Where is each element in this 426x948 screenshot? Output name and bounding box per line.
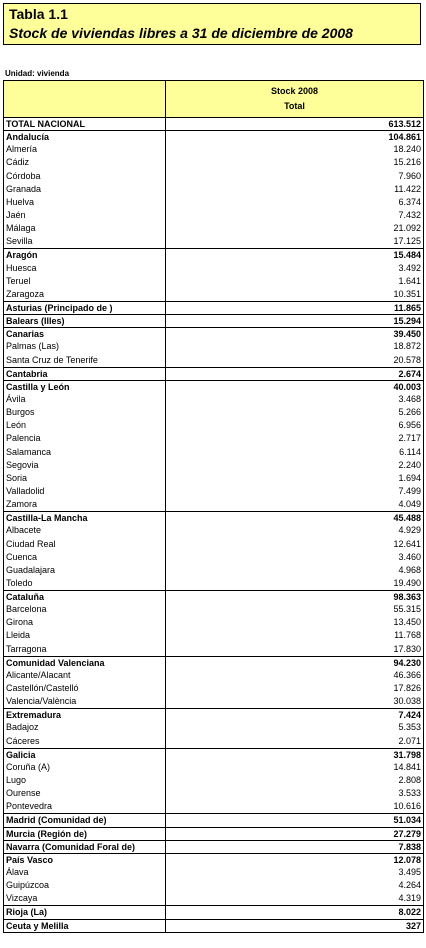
- table-row-province: [4, 892, 423, 905]
- row-value: 31.798: [393, 749, 421, 760]
- row-name: Álava: [6, 867, 29, 878]
- row-value: 5.353: [398, 722, 421, 733]
- row-value: 1.641: [398, 275, 421, 286]
- header-stock-label: Stock 2008: [270, 86, 319, 96]
- row-value: 7.499: [398, 485, 421, 496]
- row-value: 4.049: [398, 499, 421, 510]
- title-box: [3, 3, 421, 45]
- column-separator: [165, 315, 166, 327]
- table-row-region: [4, 813, 423, 826]
- row-value: 46.366: [393, 669, 421, 680]
- row-value: 4.264: [398, 880, 421, 891]
- row-value: 2.071: [398, 735, 421, 746]
- unit-label: Unidad: vivienda: [5, 69, 70, 78]
- column-separator: [165, 657, 166, 669]
- table-row-region: [4, 314, 423, 327]
- column-separator: [165, 761, 166, 774]
- row-name: Andalucía: [6, 132, 50, 143]
- column-separator: [165, 249, 166, 261]
- table-row-region: [4, 117, 423, 130]
- row-value: 6.374: [398, 196, 421, 207]
- row-value: 7.838: [398, 841, 421, 852]
- table-row-region: [4, 748, 423, 761]
- row-value: 14.841: [393, 761, 421, 772]
- column-separator: [165, 892, 166, 905]
- row-value: 2.240: [398, 459, 421, 470]
- table-row-region: [4, 590, 423, 603]
- row-value: 30.038: [393, 696, 421, 707]
- column-separator: [165, 854, 166, 866]
- row-value: 15.484: [393, 250, 421, 261]
- table-row-region: [4, 840, 423, 853]
- row-name: Castellón/Castelló: [6, 683, 79, 694]
- column-separator: [165, 222, 166, 235]
- row-name: Castilla y León: [6, 381, 70, 392]
- column-separator: [165, 616, 166, 629]
- row-value: 5.266: [398, 407, 421, 418]
- row-name: Barcelona: [6, 604, 47, 615]
- column-separator: [165, 866, 166, 879]
- row-name: Comunidad Valenciana: [6, 657, 105, 668]
- row-name: Cádiz: [6, 157, 30, 168]
- row-value: 12.641: [393, 538, 421, 549]
- row-name: Málaga: [6, 223, 36, 234]
- column-separator: [165, 381, 166, 393]
- column-separator: [165, 800, 166, 813]
- table-row-province: [4, 682, 423, 695]
- column-separator: [165, 354, 166, 367]
- row-name: Castilla-La Mancha: [6, 513, 88, 524]
- column-separator: [165, 118, 166, 130]
- table-row-province: [4, 669, 423, 682]
- table-row-province: [4, 222, 423, 235]
- row-name: Zaragoza: [6, 288, 45, 299]
- row-name: Huelva: [6, 196, 35, 207]
- row-name: País Vasco: [6, 854, 54, 865]
- row-name: Canarias: [6, 329, 45, 340]
- row-value: 39.450: [393, 329, 421, 340]
- row-name: Cataluña: [6, 592, 45, 603]
- row-name: Burgos: [6, 407, 35, 418]
- row-name: Guipúzcoa: [6, 880, 50, 891]
- table-row-province: [4, 564, 423, 577]
- column-separator: [165, 302, 166, 314]
- table-row-region: [4, 380, 423, 393]
- row-name: Cáceres: [6, 735, 40, 746]
- table-row-province: [4, 761, 423, 774]
- row-name: Navarra (Comunidad Foral de): [6, 841, 136, 852]
- row-name: Guadalajara: [6, 564, 56, 575]
- row-name: Santa Cruz de Tenerife: [6, 354, 98, 365]
- table-row-province: [4, 419, 423, 432]
- column-separator: [165, 368, 166, 380]
- row-value: 7.432: [398, 209, 421, 220]
- column-separator: [165, 721, 166, 734]
- table-row-province: [4, 183, 423, 196]
- table-row-province: [4, 170, 423, 183]
- column-separator: [165, 262, 166, 275]
- column-separator: [165, 485, 166, 498]
- row-name: Lugo: [6, 775, 27, 786]
- column-separator: [165, 512, 166, 524]
- row-value: 4.968: [398, 564, 421, 575]
- table-row-province: [4, 498, 423, 511]
- table-row-province: [4, 485, 423, 498]
- table-row-province: [4, 235, 423, 248]
- row-name: Alicante/Alacant: [6, 669, 71, 680]
- column-separator: [165, 920, 166, 932]
- row-value: 1.694: [398, 472, 421, 483]
- table-row-province: [4, 156, 423, 169]
- table-row-province: [4, 695, 423, 708]
- row-name: Lleida: [6, 630, 31, 641]
- column-separator: [165, 841, 166, 853]
- row-value: 11.422: [394, 183, 421, 194]
- row-value: 51.034: [393, 815, 421, 826]
- column-separator: [165, 209, 166, 222]
- row-value: 17.125: [393, 236, 421, 247]
- table-row-province: [4, 577, 423, 590]
- column-separator: [165, 774, 166, 787]
- row-name: Huesca: [6, 262, 37, 273]
- column-separator: [165, 288, 166, 301]
- table-header: [3, 80, 424, 118]
- column-separator: [165, 709, 166, 721]
- table-row-province: [4, 879, 423, 892]
- column-separator: [165, 828, 166, 840]
- column-separator: [165, 183, 166, 196]
- row-value: 3.495: [398, 867, 421, 878]
- row-value: 2.717: [398, 433, 421, 444]
- row-name: Toledo: [6, 577, 33, 588]
- table-row-region: [4, 708, 423, 721]
- row-name: Segovia: [6, 459, 39, 470]
- table-row-region: [4, 248, 423, 261]
- row-name: Balears (Illes): [6, 316, 65, 327]
- row-name: Asturias (Principado de ): [6, 302, 113, 313]
- row-value: 98.363: [393, 592, 421, 603]
- row-value: 15.294: [393, 316, 421, 327]
- table-row-province: [4, 524, 423, 537]
- table-row-province: [4, 446, 423, 459]
- row-value: 3.533: [398, 788, 421, 799]
- row-value: 613.512: [388, 119, 421, 129]
- header-value-cell: [166, 81, 423, 117]
- row-name: Girona: [6, 617, 34, 628]
- column-separator: [165, 814, 166, 826]
- row-value: 2.808: [398, 775, 421, 786]
- column-separator: [165, 419, 166, 432]
- column-separator: [165, 328, 166, 340]
- row-value: 17.830: [393, 643, 421, 654]
- row-name: Albacete: [6, 525, 42, 536]
- row-value: 6.114: [399, 446, 421, 457]
- column-separator: [165, 735, 166, 748]
- column-separator: [165, 695, 166, 708]
- table-row-region: [4, 301, 423, 314]
- column-separator: [165, 787, 166, 800]
- table-row-region: [4, 853, 423, 866]
- row-name: Ávila: [6, 393, 26, 404]
- column-separator: [165, 498, 166, 511]
- row-value: 327: [405, 920, 421, 931]
- table-row-region: [4, 130, 423, 143]
- row-name: Tarragona: [6, 643, 47, 654]
- column-separator: [165, 551, 166, 564]
- row-name: Córdoba: [6, 170, 41, 181]
- row-name: Teruel: [6, 275, 31, 286]
- row-value: 104.861: [388, 132, 421, 143]
- row-value: 3.492: [398, 262, 421, 273]
- table-row-province: [4, 196, 423, 209]
- column-separator: [165, 275, 166, 288]
- row-value: 4.319: [398, 893, 421, 904]
- table-row-province: [4, 143, 423, 156]
- table-row-province: [4, 406, 423, 419]
- row-value: 6.956: [398, 420, 421, 431]
- row-value: 18.240: [393, 144, 421, 155]
- header-name-cell: [4, 81, 166, 117]
- table-row-province: [4, 787, 423, 800]
- column-separator: [165, 196, 166, 209]
- column-separator: [165, 156, 166, 169]
- table-row-region: [4, 919, 423, 932]
- column-separator: [165, 643, 166, 656]
- table-row-province: [4, 721, 423, 734]
- row-value: 10.616: [393, 801, 421, 812]
- column-separator: [165, 340, 166, 353]
- table-row-region: [4, 827, 423, 840]
- column-separator: [165, 432, 166, 445]
- row-value: 3.468: [398, 393, 421, 404]
- row-name: Jaén: [6, 209, 26, 220]
- column-separator: [165, 564, 166, 577]
- table-row-province: [4, 472, 423, 485]
- row-name: Almería: [6, 144, 38, 155]
- table-row-province: [4, 629, 423, 642]
- row-name: Cuenca: [6, 551, 38, 562]
- table-row-province: [4, 262, 423, 275]
- row-name: Soria: [6, 472, 28, 483]
- table-row-region: [4, 367, 423, 380]
- row-value: 20.578: [393, 354, 421, 365]
- table-row-province: [4, 603, 423, 616]
- row-name: Granada: [6, 183, 42, 194]
- table-row-province: [4, 643, 423, 656]
- column-separator: [165, 577, 166, 590]
- row-value: 3.460: [398, 551, 421, 562]
- row-value: 40.003: [393, 381, 421, 392]
- table-row-region: [4, 905, 423, 918]
- column-separator: [165, 879, 166, 892]
- table-row-region: [4, 656, 423, 669]
- table-row-region: [4, 327, 423, 340]
- row-name: Cantabria: [6, 368, 48, 379]
- table-row-province: [4, 538, 423, 551]
- column-separator: [165, 906, 166, 918]
- row-name: Murcia (Región de): [6, 828, 88, 839]
- column-separator: [165, 472, 166, 485]
- column-separator: [165, 629, 166, 642]
- row-value: 19.490: [393, 577, 421, 588]
- table-row-province: [4, 866, 423, 879]
- row-value: 8.022: [398, 907, 421, 918]
- table-row-province: [4, 735, 423, 748]
- table-row-province: [4, 774, 423, 787]
- row-name: Galicia: [6, 749, 36, 760]
- row-value: 18.872: [393, 341, 421, 352]
- row-value: 2.674: [398, 368, 421, 379]
- row-name: Valladolid: [6, 485, 45, 496]
- row-value: 7.960: [398, 170, 421, 181]
- row-name: Ceuta y Melilla: [6, 920, 69, 931]
- column-separator: [165, 603, 166, 616]
- row-value: 13.450: [393, 617, 421, 628]
- row-name: Badajoz: [6, 722, 39, 733]
- column-separator: [165, 170, 166, 183]
- row-value: 4.929: [398, 525, 421, 536]
- table-row-province: [4, 393, 423, 406]
- column-separator: [165, 524, 166, 537]
- row-name: Rioja (La): [6, 907, 48, 918]
- row-value: 11.768: [394, 630, 421, 641]
- column-separator: [165, 393, 166, 406]
- column-separator: [165, 459, 166, 472]
- row-value: 55.315: [393, 604, 421, 615]
- table-row-province: [4, 616, 423, 629]
- column-separator: [165, 406, 166, 419]
- row-value: 15.216: [393, 157, 421, 168]
- table-row-province: [4, 275, 423, 288]
- column-separator: [165, 235, 166, 248]
- table-row-province: [4, 340, 423, 353]
- column-separator: [165, 669, 166, 682]
- row-value: 45.488: [393, 513, 421, 524]
- table-row-region: [4, 511, 423, 524]
- header-total-label: Total: [284, 101, 305, 111]
- column-separator: [165, 143, 166, 156]
- row-value: 12.078: [393, 854, 421, 865]
- table-row-province: [4, 459, 423, 472]
- table-body: [3, 117, 424, 933]
- row-name: Coruña (A): [6, 761, 51, 772]
- row-name: Ourense: [6, 788, 41, 799]
- row-name: Valencia/València: [6, 696, 77, 707]
- row-name: Zamora: [6, 499, 38, 510]
- row-name: Vizcaya: [6, 893, 38, 904]
- row-name: Pontevedra: [6, 801, 53, 812]
- row-name: Ciudad Real: [6, 538, 56, 549]
- row-name: Palencia: [6, 433, 41, 444]
- row-value: 27.279: [393, 828, 421, 839]
- column-separator: [165, 538, 166, 551]
- row-value: 11.865: [393, 302, 421, 313]
- row-name: TOTAL NACIONAL: [6, 119, 85, 129]
- table-number: Tabla 1.1: [9, 6, 68, 22]
- row-value: 17.826: [393, 683, 421, 694]
- table-row-province: [4, 800, 423, 813]
- table-row-province: [4, 551, 423, 564]
- table-title: Stock de viviendas libres a 31 de diciembre de 2008: [9, 25, 353, 41]
- column-separator: [165, 749, 166, 761]
- row-name: León: [6, 420, 27, 431]
- row-value: 21.092: [393, 223, 421, 234]
- row-name: Salamanca: [6, 446, 52, 457]
- table-row-province: [4, 432, 423, 445]
- column-separator: [165, 591, 166, 603]
- row-name: Palmas (Las): [6, 341, 60, 352]
- row-name: Aragón: [6, 250, 38, 261]
- row-name: Madrid (Comunidad de): [6, 815, 107, 826]
- row-name: Sevilla: [6, 236, 33, 247]
- column-separator: [165, 682, 166, 695]
- table-row-province: [4, 288, 423, 301]
- column-separator: [165, 131, 166, 143]
- row-value: 7.424: [398, 710, 421, 721]
- row-name: Extremadura: [6, 710, 62, 721]
- column-separator: [165, 446, 166, 459]
- table-row-province: [4, 354, 423, 367]
- table-row-province: [4, 209, 423, 222]
- row-value: 10.351: [393, 288, 421, 299]
- row-value: 94.230: [393, 657, 421, 668]
